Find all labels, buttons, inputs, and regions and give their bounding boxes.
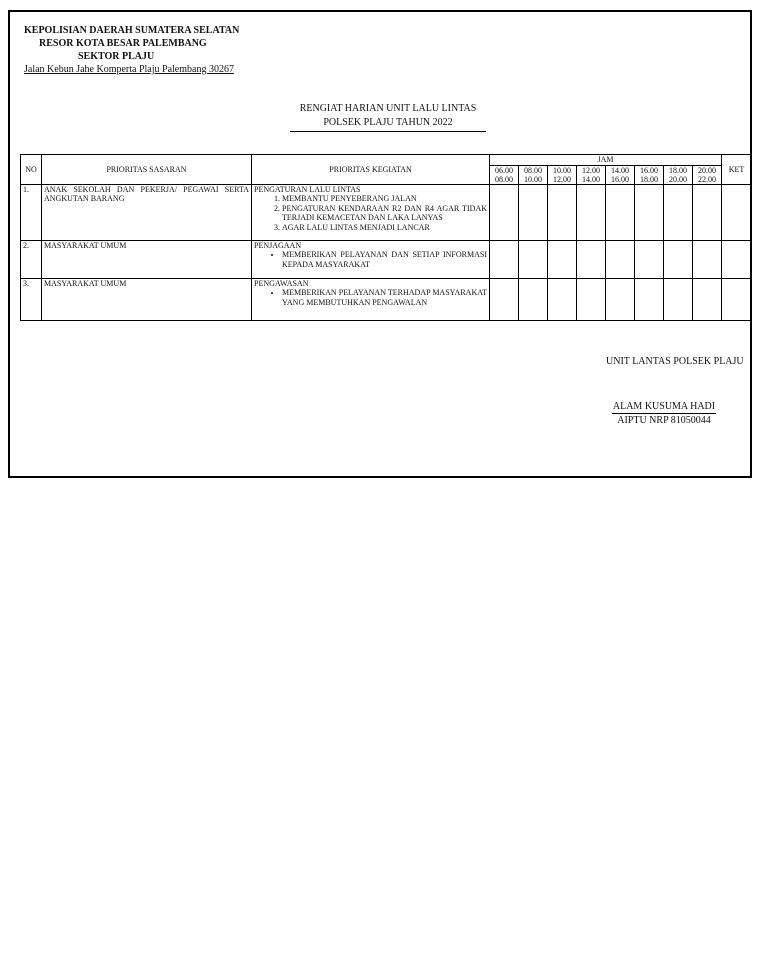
time-slot-header (606, 165, 635, 184)
time-slot-cell (693, 278, 722, 320)
time-slot-header (693, 165, 722, 184)
ket-cell (722, 184, 752, 240)
kegiatan-item: • MEMBERIKAN PELAYANAN TERHADAP MASYARAKAT YANG MEMBUTUHKAN PENGAWALAN (282, 288, 487, 307)
header-kegiatan: PRIORITAS KEGIATAN (252, 155, 490, 185)
time-slot-to: 12.00 (553, 174, 571, 184)
time-slot-to: 20.00 (669, 174, 687, 184)
ket-cell (722, 240, 752, 278)
table-row (21, 240, 752, 278)
row-sasaran: ANAK SEKOLAH DAN PEKERJA/ PEGAWAI SERTA ANGKUTAN BARANG (42, 184, 252, 240)
time-slot-cell (606, 240, 635, 278)
time-slot-cell (606, 184, 635, 240)
table-row (21, 278, 752, 320)
org-line-2: RESOR KOTA BESAR PALEMBANG (39, 38, 207, 49)
time-slot-header (577, 165, 606, 184)
document-title (290, 102, 486, 132)
document-frame (8, 10, 752, 478)
kegiatan-list (254, 194, 487, 232)
row-sasaran: MASYARAKAT UMUM (42, 278, 252, 320)
time-slot-from: 20.00 (698, 165, 716, 175)
time-slot-cell (490, 278, 519, 320)
row-no: 1. (21, 184, 42, 240)
time-slot-cell (635, 240, 664, 278)
time-slot-cell (548, 240, 577, 278)
time-slot-to: 14.00 (582, 174, 600, 184)
time-slot-cell (635, 184, 664, 240)
ket-cell (722, 278, 752, 320)
time-slot-cell (548, 184, 577, 240)
time-slot-cell (693, 184, 722, 240)
kegiatan-item: 1. MEMBANTU PENYEBERANG JALAN (282, 194, 487, 204)
org-address: Jalan Kebun Jahe Komperta Plaju Palembang 30267 (24, 64, 234, 75)
table-row (21, 184, 752, 240)
kegiatan-title: PENGATURAN LALU LINTAS (254, 184, 361, 194)
kegiatan-title: PENJAGAAN (254, 240, 302, 250)
title-line-1: RENGIAT HARIAN UNIT LALU LINTAS (299, 103, 477, 114)
kegiatan-item: 3. AGAR LALU LINTAS MENJADI LANCAR (282, 223, 487, 233)
time-slot-to: 18.00 (640, 174, 658, 184)
time-slot-cell (664, 278, 693, 320)
kegiatan-item: • MEMBERIKAN PELAYANAN DAN SETIAP INFORMASI KEPADA MASYARAKAT (282, 250, 487, 269)
time-slot-header (519, 165, 548, 184)
time-slot-cell (490, 240, 519, 278)
time-slot-header (548, 165, 577, 184)
time-slot-to: 22.00 (698, 174, 716, 184)
time-slot-from: 10.00 (553, 165, 571, 175)
row-sasaran: MASYARAKAT UMUM (42, 240, 252, 278)
org-line-3: SEKTOR PLAJU (78, 51, 155, 62)
kegiatan-item: 2. PENGATURAN KENDARAAN R2 DAN R4 AGAR TIDAK TERJADI KEMACETAN DAN LAKA LANYAS (282, 204, 487, 223)
signature-block (612, 400, 716, 427)
header-jam: JAM (490, 155, 722, 166)
time-slot-from: 18.00 (669, 165, 687, 175)
header-no: NO (21, 155, 42, 185)
title-line-2: POLSEK PLAJU TAHUN 2022 (290, 116, 486, 132)
time-slot-cell (635, 278, 664, 320)
header-sasaran: PRIORITAS SASARAN (42, 155, 252, 185)
row-kegiatan (252, 240, 490, 278)
kegiatan-title: PENGAWASAN (254, 278, 309, 288)
time-slot-cell (693, 240, 722, 278)
signature-unit: UNIT LANTAS POLSEK PLAJU (606, 356, 744, 367)
row-kegiatan (252, 278, 490, 320)
time-slot-cell (606, 278, 635, 320)
time-slot-cell (577, 240, 606, 278)
kegiatan-list (254, 288, 487, 307)
header-ket: KET (722, 155, 752, 185)
time-slot-cell (577, 184, 606, 240)
row-kegiatan (252, 184, 490, 240)
time-slot-cell (548, 278, 577, 320)
time-slot-cell (577, 278, 606, 320)
time-slot-cell (519, 184, 548, 240)
time-slot-to: 10.00 (524, 174, 542, 184)
time-slot-cell (519, 278, 548, 320)
time-slot-from: 14.00 (611, 165, 629, 175)
kegiatan-list (254, 250, 487, 269)
time-slot-header (490, 165, 519, 184)
time-slot-to: 16.00 (611, 174, 629, 184)
time-slot-to: 08.00 (495, 174, 513, 184)
row-no: 3. (21, 278, 42, 320)
organization-header (24, 24, 244, 76)
signer-rank-nrp: AIPTU NRP 81050044 (617, 415, 711, 426)
time-slot-from: 08.00 (524, 165, 542, 175)
time-slot-header (664, 165, 693, 184)
time-slot-cell (519, 240, 548, 278)
signer-name: ALAM KUSUMA HADI (612, 401, 716, 412)
time-slot-cell (664, 184, 693, 240)
time-slot-from: 16.00 (640, 165, 658, 175)
time-slot-from: 06.00 (495, 165, 513, 175)
activity-table (20, 154, 752, 321)
time-slot-header (635, 165, 664, 184)
row-no: 2. (21, 240, 42, 278)
time-slot-from: 12.00 (582, 165, 600, 175)
org-line-1: KEPOLISIAN DAERAH SUMATERA SELATAN (24, 25, 240, 36)
time-slot-cell (664, 240, 693, 278)
time-slot-cell (490, 184, 519, 240)
